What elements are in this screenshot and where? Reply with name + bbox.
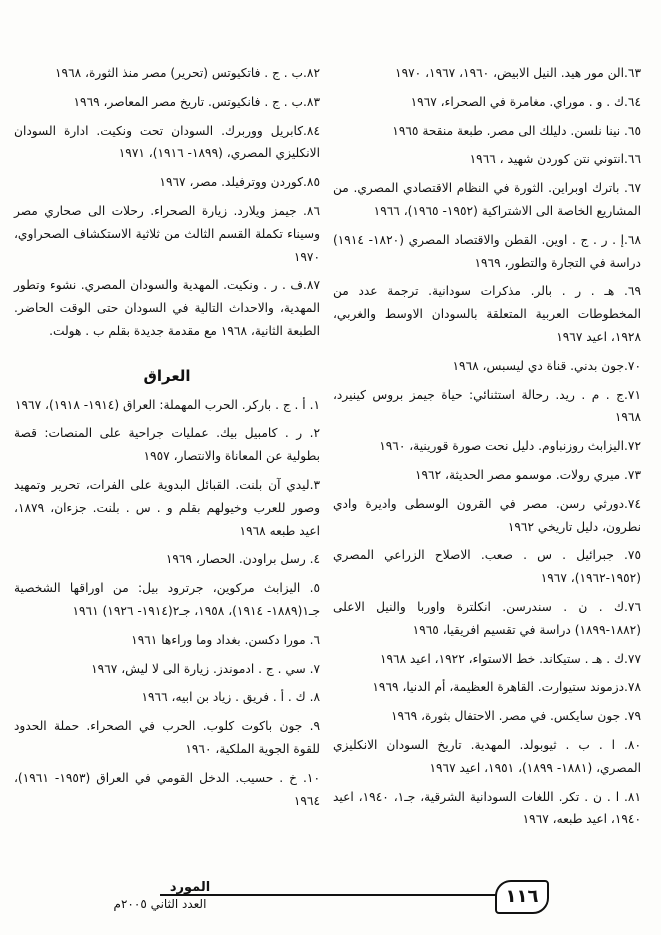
bibliography-entry: ٨٥.كوردن ووترفيلد. مصر، ١٩٦٧ — [159, 175, 320, 190]
bibliography-entry: ٨١. ا . ن . تكر. اللغات السودانية الشرقية، جـ١، ١٩٤٠، اعيد ١٩٤٠، اعيد طبعه، ١٩٦٧ — [333, 789, 642, 827]
bibliography-entry: ٧٧.ك . هـ . ستيكاند. خط الاستواء، ١٩٢٢، اعيد ١٩٦٨ — [379, 651, 641, 666]
bibliography-entry: ٨٣.ب . ج . فانكيوتس. تاريخ مصر المعاصر، ١٩٦٩ — [73, 94, 320, 109]
bibliography-entry: ٦٦.انتوني نتن كوردن شهيد ، ١٩٦٦ — [469, 152, 641, 167]
bibliography-entry: ٥. اليزابث مركوين، جرترود بيل: من اوراقها الشخصية جـ١(١٨٨٩- ١٩١٤)، ١٩٥٨، جـ٢(١٩١٤- ١٩٢٦) ١٩٦١ — [14, 581, 320, 618]
bibliography-entry: ٦٩. هـ . ر . بالر. مذكرات سودانية. ترجمة عدد من المخطوطات العربية المتعلقة بالسودان الاوسط والغربي، ١٩٢٨، اعيد ١٩٦٧ — [333, 284, 641, 344]
bibliography-entry: ٦٨.إ . ر . ج . اوين. القطن والاقتصاد المصري (١٨٢٠- ١٩١٤) دراسة في التجارة والتطور، ١٩٦٩ — [333, 232, 641, 270]
bibliography-entry: ٧. سي . ج . ادموندز. زيارة الى لا ليش، ١٩٦٧ — [91, 661, 320, 676]
bibliography-entry: ٧٠.جون بدني. قناة دي ليسبس، ١٩٦٨ — [452, 358, 641, 373]
bibliography-entry: ٦٥. نينا نلسن. دليلك الى مصر. طبعة منقحة ١٩٦٥ — [392, 123, 641, 138]
bibliography-entry: ٧٦.ك . ن . سندرسن. انكلترة واوربا والنيل الاعلى (١٨٨٢-١٨٩٩) دراسة في تقسيم افريقيا، ١٩٦٥ — [333, 599, 641, 637]
bibliography-entry: ٦٧. باترك اوبراين. الثورة في النظام الاقتصادي المصري. من المشاريع الخاصة الى الاشتراكية (١٩٥٢- ١٩٦٥)، ١٩٦٦ — [333, 181, 641, 218]
bibliography-entry: ٧٢.اليزابث روزنباوم. دليل نحت صورة قورينية، ١٩٦٠ — [379, 439, 641, 454]
bibliography-entry: ٧٨.دزموند ستيوارت. القاهرة العظيمة، أم الدنيا، ١٩٦٩ — [372, 680, 641, 695]
bibliography-entry: ٤. رسل براودن. الحصار، ١٩٦٩ — [165, 552, 320, 567]
bibliography-entry: ٢. ر . كامبيل بيك. عمليات جراحية على المنصات: قصة بطولية عن المعاناة والانتصار، ١٩٥٧ — [14, 426, 320, 464]
right-column — [333, 62, 641, 837]
bibliography-entry: ٨٧.ف . ر . ونكيت. المهدية والسودان المصري. نشوء وتطور المهدية، والاحداث التالية في السودان حتى الوقت الحاضر. الطبعة الثانية، ١٩٦٨ مع مقدمة جديدة بقلم ب . هولت. — [14, 278, 320, 338]
bibliography-entry: ٨٠. ا . ب . ثيوبولد. المهدية. تاريخ السودان الانكليزي المصري، (١٨٨١- ١٨٩٩)، ١٩٥١، اعيد ١٩٦٧ — [333, 737, 641, 775]
bibliography-entry: ٨. ك . أ . فريق . زياد بن ابيه، ١٩٦٦ — [141, 690, 320, 705]
left-column — [14, 62, 320, 818]
bibliography-entry: ٧٩. جون سايكس. في مصر. الاحتفال بثورة، ١٩٦٩ — [390, 709, 641, 724]
bibliography-entry: ٦٣.الن مور هيد. النيل الابيض، ١٩٦٠، ١٩٦٧، ١٩٧٠ — [395, 66, 641, 80]
bibliography-entry: ٦٤.ك . و . موراي. مغامرة في الصحراء، ١٩٦٧ — [410, 94, 641, 109]
bibliography-entry: ٩. جون باكوت كلوب. الحرب في الصحراء. حملة الحدود للقوة الجوية الملكية، ١٩٦٠ — [14, 719, 320, 756]
page-number: ١١٦ — [495, 880, 549, 914]
page-footer — [0, 880, 661, 930]
bibliography-entry: ٧٥. جبرائيل . س . صعب. الاصلاح الزراعي المصري (١٩٥٢-١٩٦٢)، ١٩٦٧ — [333, 548, 641, 586]
bibliography-entry: ٧٤.دورثي رسن. مصر في القرون الوسطى واديرة وادي نطرون، دليل تاريخي ١٩٦٢ — [333, 496, 641, 534]
bibliography-entry: ٣.ليدي آن بلنت. القبائل البدوية على الفرات، تحرير وتمهيد وصور للعرب وخيولهم بقلم و . س . بلنت. جزءان، ١٨٧٩، اعيد طبعه ١٩٦٨ — [14, 477, 320, 538]
bibliography-entry: ١. أ . ج . باركر. الحرب المهملة: العراق (١٩١٤- ١٩١٨)، ١٩٦٧ — [14, 397, 320, 412]
section-heading-iraq: العراق — [143, 366, 191, 385]
journal-name: المورد — [169, 880, 211, 895]
bibliography-entry: ٧٣. ميري رولات. موسمو مصر الحديثة، ١٩٦٢ — [414, 467, 641, 482]
bibliography-entry: ١٠. خ . حسيب. الدخل القومي في العراق (١٩٥٣- ١٩٦١)، ١٩٦٤ — [14, 770, 321, 808]
bibliography-entry: ٨٦. جيمز ويلارد. زيارة الصحراء. رحلات الى صحاري مصر وسيناء تكملة القسم الثالث من ثلاثية الاستكشاف الصحراوي، ١٩٧٠ — [14, 203, 320, 264]
issue-info: العدد الثاني ٢٠٠٥م — [113, 897, 207, 911]
bibliography-entry: ٦. مورا دكسن. بغداد وما وراءها ١٩٦١ — [131, 632, 320, 647]
bibliography-entry: ٧١.ج . م . ريد. رحالة استثنائي: حياة جيمز بروس كينيرد، ١٩٦٨ — [333, 387, 641, 425]
bibliography-entry: ٨٢.ب . ج . فاتكيوتس (تحرير) مصر منذ الثورة، ١٩٦٨ — [55, 66, 320, 80]
bibliography-entry: ٨٤.كابريل ووربرك. السودان تحت ونكيت. ادارة السودان الانكليزي المصري، (١٨٩٩- ١٩١٦)، ١٩٧١ — [14, 123, 320, 161]
